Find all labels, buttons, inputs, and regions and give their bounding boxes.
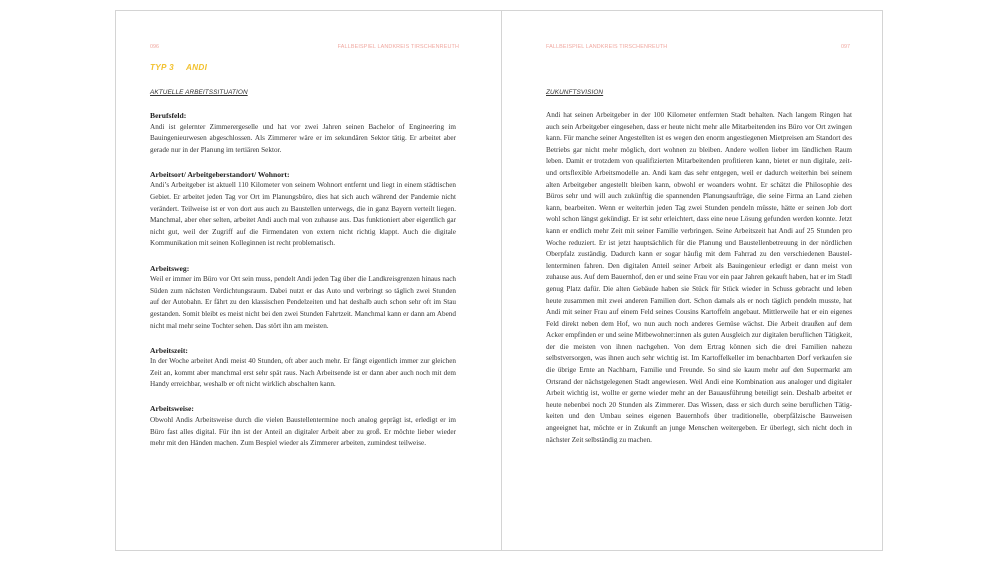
- book-spread: [115, 10, 883, 551]
- info-block-berufsfeld: [150, 110, 456, 156]
- type-label: TYP 3: [150, 63, 174, 72]
- right-page: [502, 11, 884, 550]
- page-number: 096: [150, 44, 159, 50]
- block-heading: Arbeitsweise:: [150, 404, 194, 414]
- block-text: Weil er immer im Büro vor Ort sein muss, pendelt Andi jeden Tag über die Landkreisgrenzen hinaus nach Süden zum nächsten Verdichtungsraum. Dabei nutzt er das Auto und verbringt so täglich zwei Stunden auf der Autobahn. Er fährt zu den klassischen Pendelzeiten und hat deshalb auch schon sehr oft im Stau gestanden. Somit bleibt es meist nicht bei den zwei Stunden Fahrtzeit. Manchmal kann er dann am Abend nicht mal mehr seine Tochter sehen. Das stört ihn am meisten.: [150, 275, 456, 330]
- block-text: Andi ist gelernter Zimmerergeselle und hat vor zwei Jahren seinen Bachelor of Engineering im Bauingenieurwesen abgeschlossen. Als Zimmerer wäre er im sekundären Sektor tätig. Er arbeitet aber gerade nur in der Planung im tertiären Sektor.: [150, 122, 456, 154]
- vision-body-text: Andi hat seinen Arbeitgeber in der 100 Kilometer entfernten Stadt behalten. Nach langem Ringen hat auch sein Arbeitgeber eingesehen, dass er heute nicht mehr alle Mitarbeitenden ins Büro vor Ort zwingen kann. Für manche seiner Angestellten ist es wegen den enorm angestiegenen Mietpreisen am Standort des Betriebs gar nicht mehr möglich, dort wohnen zu bleiben. Andere wollen lieber im ländlichen Raum leben. Damit er trotzdem von qualifizierten Mitarbeitenden profitieren kann, bietet er nun digitale, zeit- und ortsflexible Arbeitsmodelle an. Andi kam das sehr entgegen, weil er dadurch weiterhin bei seinem alten Arbeitgeber angestellt bleiben kann, obwohl er woanders wohnt. Er schätzt die Philosophie des Büros sehr und will auch zukünftig die spannenden Planungsaufträge, die seine Firma an Land ziehen kann, bearbeiten. Wenn er weiterhin jeden Tag zwei Stunden pendeln müsste, hätte er seinen Job dort wohl schon längst gekündigt. Er ist sehr erleichtert, dass eine neue Lösung gefunden werden konnte. Jetzt kann er endlich mehr Zeit mit seiner Familie verbringen. Seine Arbeitszeit hat Andi auf 25 Stunden pro Woche reduziert. Er ist jetzt hauptsächlich für die Planung und Baustellenbetreuung in der nördlichen Oberpfalz zuständig. Dadurch kann er sogar häufig mit dem Fahrrad zu den verschiedenen Baustellenterminen fahren. Den digitalen Anteil seiner Arbeit als Bauingenieur erledigt er dann meist von zuhause aus. Auf dem Bauernhof, den er und seine Frau vor ein paar Jahren gekauft haben, hat er im Stadl genug Platz dafür. Die alten Gebäude haben sie Stück für Stück wieder in Schuss gebracht und leben heute zusammen mit zwei anderen Familien dort. Schon damals als er noch täglich pendeln musste, hat Andi mit seiner Frau auf einem Feld seines Cousins Kartoffeln angebaut. Mittlerweile hat er ein eigenes Feld direkt neben dem Hof, wo nun auch noch anderes Gemüse wächst. Die Arbeit draußen auf dem Acker empfinden er und seine Mitbewohner:innen als guten Ausgleich zur digitalen beruflichen Tätigkeit, der die meisten von ihnen nachgehen. Von dem Ertrag können sich die drei Familien nahezu selbstversorgen, was ihnen auch sehr wichtig ist. Im Kartoffelkeller im benachbarten Dorf verkaufen sie die übrige Ernte an Nachbarn, Familie und Freunde. So sind sie kaum mehr auf den Supermarkt am Ortsrand der nächstgelegenen Stadt angewiesen. Weil Andi eine Kombination aus analoger und digitaler Arbeit wichtig ist, wollte er gerne wieder mehr an der Bauausführung beteiligt sein. Deshalb arbeitet er heute nebenbei noch 20 Stunden als Zimmerer. Das Wissen, dass er sich durch seine beruflichen Tätigkeiten und den Umbau seines eigenen Bauernhofs über traditionelle, oberpfälzische Bauweisen angeeignet hat, möchte er in Zukunft an junge Menschen weitergeben. Er überlegt, sich nicht doch in nächster Zeit selbständig zu machen.: [546, 111, 852, 444]
- running-head: FALLBEISPIEL LANDKREIS TIRSCHENREUTH: [546, 44, 668, 50]
- persona-heading: [150, 63, 207, 72]
- left-page: [116, 11, 501, 550]
- running-head: FALLBEISPIEL LANDKREIS TIRSCHENREUTH: [337, 44, 459, 50]
- info-block-arbeitszeit: [150, 345, 456, 391]
- block-text: Andi’s Arbeitgeber ist aktuell 110 Kilometer von seinem Wohnort entfernt und liegt in einem städtischen Gebiet. Er arbeitet jeden Tag vor Ort im Planungsbüro, dies hat sich auch während der Pandemie nicht verändert. Teilweise ist er von dort aus auch zu Baustellen unterwegs, die in ganz Bayern verteilt liegen. Manchmal, aber eher selten, arbeitet Andi auch mal von zuhause aus. Das funktioniert aber eigentlich gar nicht gut, weil der Zugriff auf die Firmendaten von extern nicht richtig klappt. Auch die digitale Kommunikation mit seinen Kolleginnen ist recht problematisch.: [150, 181, 456, 248]
- block-heading: Arbeitsort/ Arbeitgeberstandort/ Wohnort:: [150, 169, 290, 179]
- section-title: ZUKUNFTSVISION: [546, 89, 604, 96]
- block-heading: Arbeitszeit:: [150, 345, 188, 355]
- info-block-arbeitsweg: [150, 263, 456, 333]
- info-block-arbeitsort: [150, 169, 456, 250]
- persona-name: ANDI: [185, 63, 208, 72]
- left-text-column: [150, 110, 456, 462]
- block-heading: Berufsfeld:: [150, 111, 187, 120]
- page-number: 097: [841, 44, 850, 50]
- block-text: In der Woche arbeitet Andi meist 40 Stunden, oft aber auch mehr. Er fängt eigentlich immer zur gleichen Zeit an, kommt aber manchmal erst sehr spät raus. Nach Arbeitsende ist er dann aber auch noch mit dem Handy erreichbar, weshalb er oft nicht wirklich abschalten kann.: [150, 357, 456, 389]
- block-heading: Arbeitsweg:: [150, 263, 190, 273]
- right-text-column: [546, 110, 852, 446]
- info-block-arbeitsweise: [150, 403, 456, 449]
- section-title: AKTUELLE ARBEITSSITUATION: [150, 89, 248, 96]
- block-text: Obwohl Andis Arbeitsweise durch die vielen Baustellentermine noch analog geprägt ist, erledigt er im Büro fast alles digital. Für ihn ist der Anteil an digitaler Arbeit aber zu groß. Er möchte lieber wieder mehr mit den Händen machen. Zum Bespiel wieder als Zimmerer arbeiten, zumindest teilweise.: [150, 416, 456, 448]
